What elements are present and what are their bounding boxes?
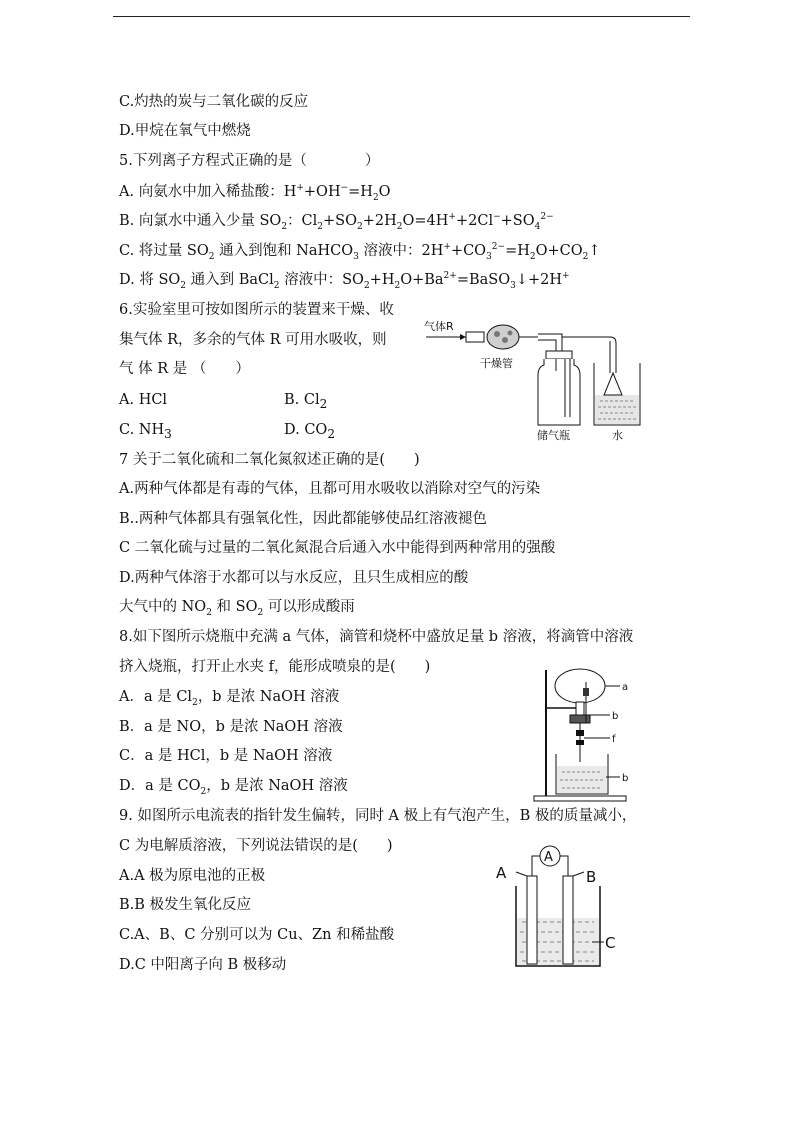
q8-label-f: f (612, 734, 616, 745)
header-rule (113, 16, 690, 17)
q9-option-b: B.B 极发生氧化反应 (119, 897, 252, 913)
q8-label-b-top: b (612, 711, 619, 722)
q6-stem-line2: 集气体 R，多余的气体 R 可用水吸收，则 (119, 332, 387, 348)
q6-gas-label: 气体R (424, 320, 454, 333)
funnel-icon (604, 373, 622, 395)
q5-option-d: D. 将 $SO_2$ 通入到 BaCl$_2$ 溶液中：$SO_2+H_2O+Ba^{2+}=BaSO_3↓+2H^+$ (119, 271, 570, 291)
q7-option-a: A.两种气体都是有毒的气体，且都可用水吸收以消除对空气的污染 (119, 481, 541, 497)
q6-option-a: A. HCl (119, 392, 168, 408)
q6-dryer-label: 干燥管 (480, 357, 513, 370)
q8-label-b-bottom: b (622, 773, 629, 784)
q4-option-d: D.甲烷在氧气中燃烧 (119, 123, 251, 139)
q8-option-b: B．a 是 NO，b 是浓 NaOH 溶液 (119, 719, 343, 735)
q9-stem-line2: C 为电解质溶液，下列说法错误的是( ) (119, 838, 393, 854)
q7-stem: 7 关于二氧化硫和二氧化氮叙述正确的是( ) (119, 452, 420, 468)
q6-stem-line3: 气 体 R 是 （ ） (119, 361, 250, 377)
q9-option-c: C.A、B、C 分别可以为 Cu、Zn 和稀盐酸 (119, 927, 395, 943)
q7-option-d: D.两种气体溶于水都可以与水反应，且只生成相应的酸 (119, 570, 469, 586)
q6-water-label: 水 (612, 429, 623, 442)
q8-label-a: a (622, 682, 629, 693)
q5-option-a: A. 向氨水中加入稀盐酸：$H^++OH^-=H_2O$ (119, 183, 391, 203)
q7-extra-line: 大气中的 $NO_2$ 和 $SO_2$ 可以形成酸雨 (119, 599, 355, 618)
q8-option-d: D．a 是 $CO_2$，b 是浓 NaOH 溶液 (119, 778, 348, 797)
q8-option-c: C．a 是 HCl，b 是 NaOH 溶液 (119, 748, 333, 764)
q6-option-b: B. $Cl_2$ (284, 392, 328, 411)
q5-option-b: B. 向氯水中通入少量 $SO_2$：$Cl_2+SO_2+2H_2O=4H^++2Cl^-+SO_4^{2-}$ (119, 212, 554, 232)
q5-option-c: C. 将过量 $SO_2$ 通入到饱和 NaHCO$_3$ 溶液中：$2H^++CO_3^{2-}=H_2O+CO_2↑$ (119, 242, 601, 262)
q6-option-c: C. $NH_3$ (119, 422, 172, 441)
q8-option-a: A．a 是 $Cl_2$，b 是浓 NaOH 溶液 (119, 689, 340, 708)
q7-option-b: B..两种气体都具有强氧化性，因此都能够使品红溶液褪色 (119, 511, 487, 527)
q9-cell-figure (492, 842, 622, 972)
q4-option-c: C.灼热的炭与二氧化碳的反应 (119, 94, 309, 110)
q9-stem-line1: 9. 如图所示电流表的指针发生偏转，同时 A 极上有气泡产生，B 极的质量减小， (119, 808, 637, 824)
drying-tube-icon (487, 325, 519, 349)
q6-stem-line1: 6.实验室里可按如图所示的装置来干燥、收 (119, 302, 394, 318)
q7-option-c: C 二氧化硫与过量的二氧化氮混合后通入水中能得到两种常用的强酸 (119, 540, 556, 556)
electrode-b (563, 876, 573, 964)
q5-stem: 5.下列离子方程式正确的是（ ） (119, 153, 380, 169)
q6-option-d: D. $CO_2$ (284, 422, 335, 441)
flask-icon (555, 669, 605, 703)
q8-stem-line1: 8.如下图所示烧瓶中充满 a 气体，滴管和烧杯中盛放足量 b 溶液，将滴管中溶液 (119, 629, 634, 645)
q8-fountain-figure (528, 662, 648, 804)
q8-stem-line2: 挤入烧瓶，打开止水夹 f，能形成喷泉的是( ) (119, 659, 431, 675)
q6-apparatus-figure (420, 313, 660, 443)
q6-bottle-label: 储气瓶 (537, 429, 570, 442)
q9-option-a: A.A 极为原电池的正极 (119, 868, 266, 884)
q9-label-a: A (496, 864, 507, 882)
electrode-a (527, 876, 537, 964)
gas-bottle-icon (538, 359, 580, 425)
q9-label-c: C (605, 934, 616, 952)
q9-label-b: B (586, 868, 597, 886)
q9-meter-label: A (544, 850, 553, 865)
q9-option-d: D.C 中阳离子向 B 极移动 (119, 957, 287, 973)
